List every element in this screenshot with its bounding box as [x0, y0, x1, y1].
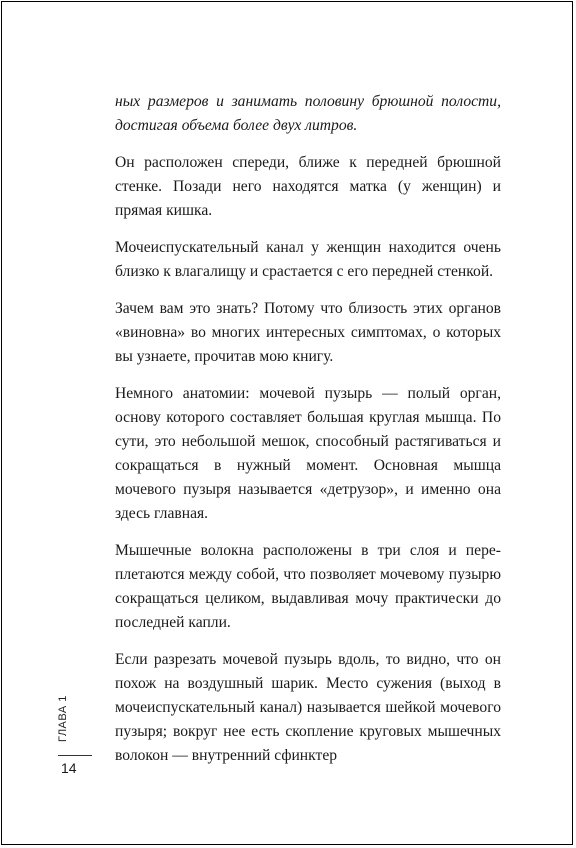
- running-head: [57, 694, 97, 744]
- folio-rule: [58, 755, 92, 756]
- body-text: [115, 90, 501, 781]
- paragraph-5: Немного анатомии: мочевой пузырь — полый орган, основу которого составляет большая круглая мышца. По сути, это небольшой мешок, способный растягиваться и сокращаться в нужный момент. Основная мышца мочевого пузыря называется «детрузор», и именно она здесь главная.: [115, 385, 501, 522]
- chapter-label: ГЛАВА 1: [57, 695, 69, 742]
- paragraph-7: Если разрезать мочевой пузырь вдоль, то видно, что он похож на воздушный шарик. Место сужения (выход в мочеиспускательный канал) называется шейкой мочевого пузыря; вокруг нее есть скопление круговых мышечных волокон — внутренний сфинктер: [115, 651, 501, 764]
- paragraph-6: Мышечные волокна расположены в три слоя и переплетаются между собой, что позволяет мочевому пузырю сокращаться целиком, выдавливая мочу практически до последней капли.: [115, 542, 501, 631]
- paragraph-3: Мочеиспускательный канал у женщин находится очень близко к влагалищу и срастается с его передней стенкой.: [115, 239, 501, 280]
- paragraph-1: ных размеров и занимать половину брюшной полости, достигая объема более двух литров.: [115, 93, 501, 134]
- paragraph-2: Он расположен спереди, ближе к передней брюшной стенке. Позади него находятся матка (у женщин) и прямая кишка.: [115, 154, 501, 219]
- paragraph-4: Зачем вам это знать? Потому что близость этих органов «виновна» во многих интересных симптомах, о которых вы узнаете, прочитав мою книгу.: [115, 300, 501, 365]
- page-number: 14: [61, 760, 77, 776]
